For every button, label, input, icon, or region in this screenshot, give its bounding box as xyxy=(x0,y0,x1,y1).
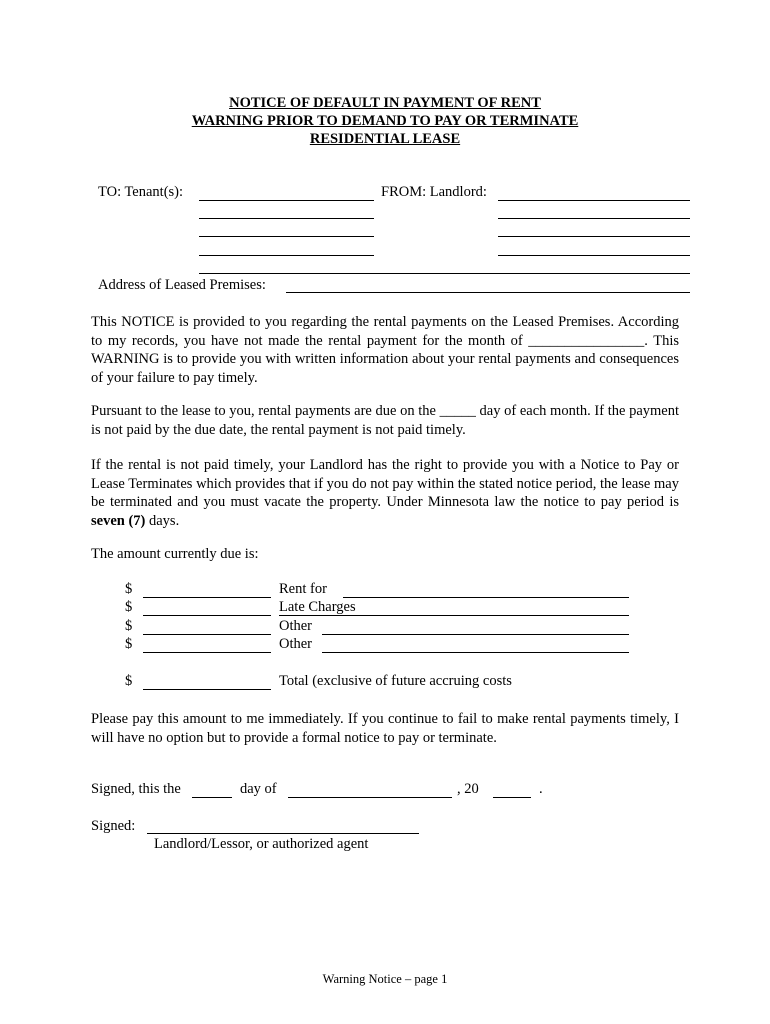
address-label: Address of Leased Premises: xyxy=(98,277,266,293)
currency-sign: $ xyxy=(125,581,133,597)
signed-year-field[interactable] xyxy=(493,797,531,798)
address-line-2[interactable] xyxy=(286,292,690,293)
other-1-field[interactable] xyxy=(322,634,629,635)
amount-total-field[interactable] xyxy=(143,689,271,690)
item-other-2-label: Other xyxy=(279,636,313,652)
year-prefix: , 20 xyxy=(457,781,479,797)
rights-paragraph: If the rental is not paid timely, your Landlord has the right to provide you with a Notice to Pay or Lease Terminates which provides that if you do not pay within the stated notice period, the lease may be terminated and you must vacate the property. Under Minnesota law the notice to pay period is seven (7) days. xyxy=(91,457,679,529)
date-period: . xyxy=(539,781,543,797)
due-date-paragraph: Pursuant to the lease to you, rental payments are due on the _____ day of each month. If the payment is not paid by the due date, the rental payment is not paid timely. xyxy=(91,403,679,438)
title-line-3: RESIDENTIAL LEASE xyxy=(309,131,461,147)
currency-sign: $ xyxy=(125,618,133,634)
item-late-label: Late Charges xyxy=(279,599,356,615)
landlord-label: FROM: Landlord: xyxy=(381,184,487,200)
title-line-2: WARNING PRIOR TO DEMAND TO PAY OR TERMINATE xyxy=(191,113,579,129)
amount-other-1-field[interactable] xyxy=(143,634,271,635)
currency-sign: $ xyxy=(125,673,133,689)
late-charges-field[interactable] xyxy=(279,615,629,616)
tenant-label: TO: Tenant(s): xyxy=(98,184,184,200)
signed-label: Signed: xyxy=(91,818,136,834)
notice-period: seven (7) xyxy=(91,512,146,529)
landlord-line-4[interactable] xyxy=(498,255,690,256)
page-footer: Warning Notice – page 1 xyxy=(322,972,448,986)
currency-sign: $ xyxy=(125,636,133,652)
other-2-field[interactable] xyxy=(322,652,629,653)
landlord-line-3[interactable] xyxy=(498,236,690,237)
signed-month-field[interactable] xyxy=(288,797,452,798)
total-label: Total (exclusive of future accruing costs xyxy=(279,673,512,689)
day-of-label: day of xyxy=(240,781,277,797)
notice-paragraph: This NOTICE is provided to you regarding the rental payments on the Leased Premises. According to my records, you have not made the rental payment for the month of ________________. This WARNING is to provide you with written information about your rental payments and consequences of your failure to pay timely. xyxy=(91,314,679,386)
address-line-1[interactable] xyxy=(199,273,690,274)
tenant-line-3[interactable] xyxy=(199,236,374,237)
tenant-line-4[interactable] xyxy=(199,255,374,256)
signed-this-label: Signed, this the xyxy=(91,781,181,797)
signer-caption: Landlord/Lessor, or authorized agent xyxy=(154,836,369,852)
item-rent-label: Rent for xyxy=(279,581,327,597)
rent-month-field[interactable] xyxy=(343,597,629,598)
signed-day-field[interactable] xyxy=(192,797,232,798)
landlord-line-1[interactable] xyxy=(498,200,690,201)
title-line-1: NOTICE OF DEFAULT IN PAYMENT OF RENT xyxy=(229,95,541,111)
amount-late-field[interactable] xyxy=(143,615,271,616)
tenant-line-2[interactable] xyxy=(199,218,374,219)
payment-request-paragraph: Please pay this amount to me immediately. If you continue to fail to make rental payments timely, I will have no option but to provide a formal notice to pay or terminate. xyxy=(91,711,679,746)
amount-rent-field[interactable] xyxy=(143,597,271,598)
amount-other-2-field[interactable] xyxy=(143,652,271,653)
item-other-1-label: Other xyxy=(279,618,313,634)
currency-sign: $ xyxy=(125,599,133,615)
tenant-line-1[interactable] xyxy=(199,200,374,201)
signature-line[interactable] xyxy=(147,833,419,834)
amount-intro: The amount currently due is: xyxy=(91,546,259,562)
landlord-line-2[interactable] xyxy=(498,218,690,219)
